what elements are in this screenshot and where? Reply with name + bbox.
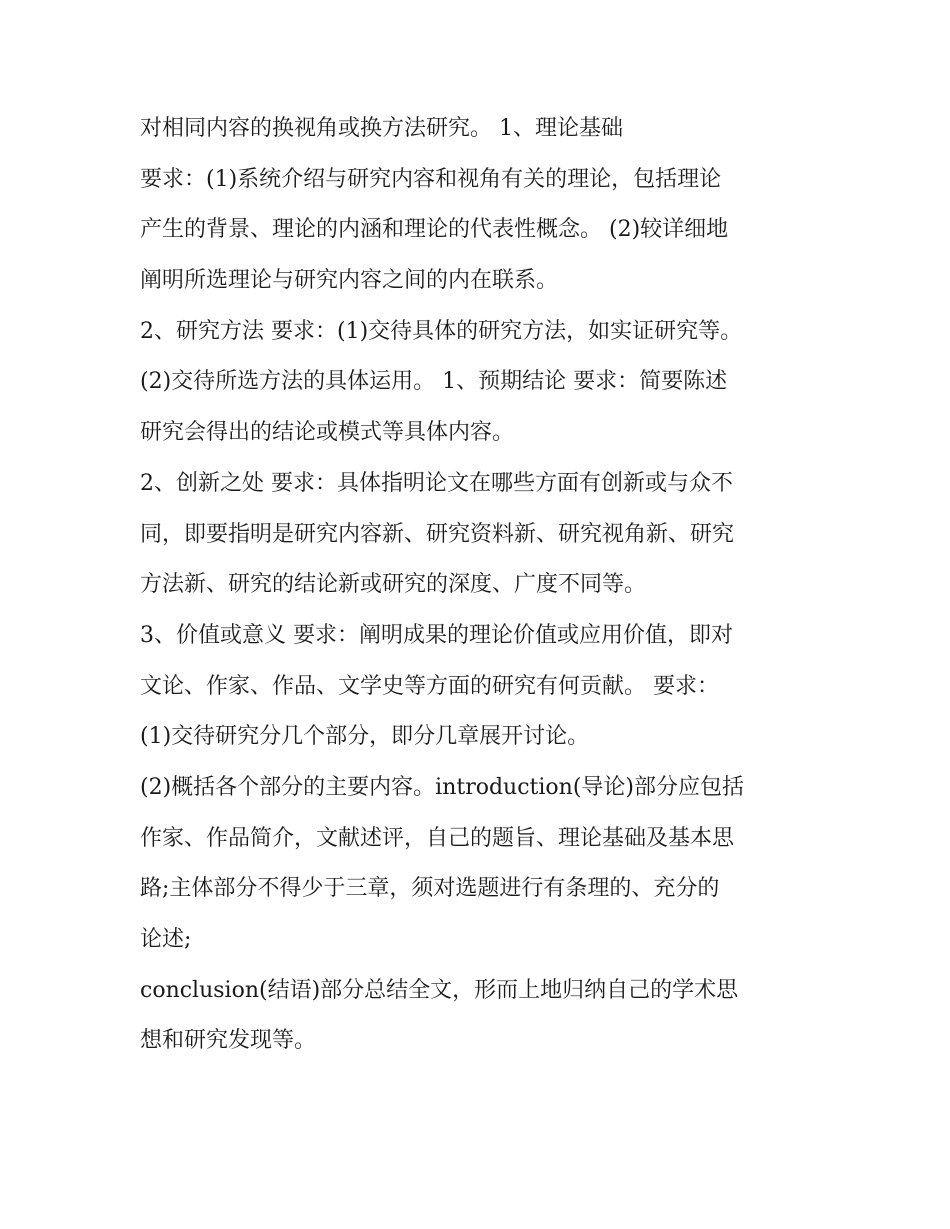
text-line: 论述; [140, 927, 192, 952]
text-line: 方法新、研究的结论新或研究的深度、广度不同等。 [140, 572, 647, 598]
text-line: 2、创新之处 要求：具体指明论文在哪些方面有创新或与众不 [140, 470, 733, 496]
text-line: conclusion(结语)部分总结全文，形而上地归纳自己的学术思 [140, 977, 739, 1003]
text-line: 3、价值或意义 要求：阐明成果的理论价值或应用价值，即对 [140, 622, 733, 648]
text-line: 对相同内容的换视角或换方法研究。 1、理论基础 [140, 116, 623, 141]
text-line: (2)概括各个部分的主要内容。introduction(导论)部分应包括 [140, 774, 745, 800]
document-body [140, 104, 820, 1067]
text-line: (2)交待所选方法的具体运用。 1、预期结论 要求：简要陈述 [140, 369, 728, 395]
text-line: 同，即要指明是研究内容新、研究资料新、研究视角新、研究 [140, 521, 735, 547]
text-line: 2、研究方法 要求：(1)交待具体的研究方法，如实证研究等。 [140, 318, 743, 344]
text-line: 产生的背景、理论的内涵和理论的代表性概念。 (2)较详细地 [140, 217, 729, 243]
text-line: 研究会得出的结论或模式等具体内容。 [140, 420, 515, 446]
text-line: (1)交待研究分几个部分，即分几章展开讨论。 [140, 724, 590, 750]
text-line: 文论、作家、作品、文学史等方面的研究有何贡献。 要求： [140, 673, 719, 699]
text-line: 想和研究发现等。 [140, 1028, 317, 1054]
text-line: 要求：(1)系统介绍与研究内容和视角有关的理论，包括理论 [140, 166, 722, 192]
text-line: 阐明所选理论与研究内容之间的内在联系。 [140, 268, 559, 294]
text-line: 作家、作品简介，文献述评，自己的题旨、理论基础及基本思 [140, 825, 735, 851]
text-line: 路;主体部分不得少于三章，须对选题进行有条理的、充分的 [140, 876, 720, 902]
